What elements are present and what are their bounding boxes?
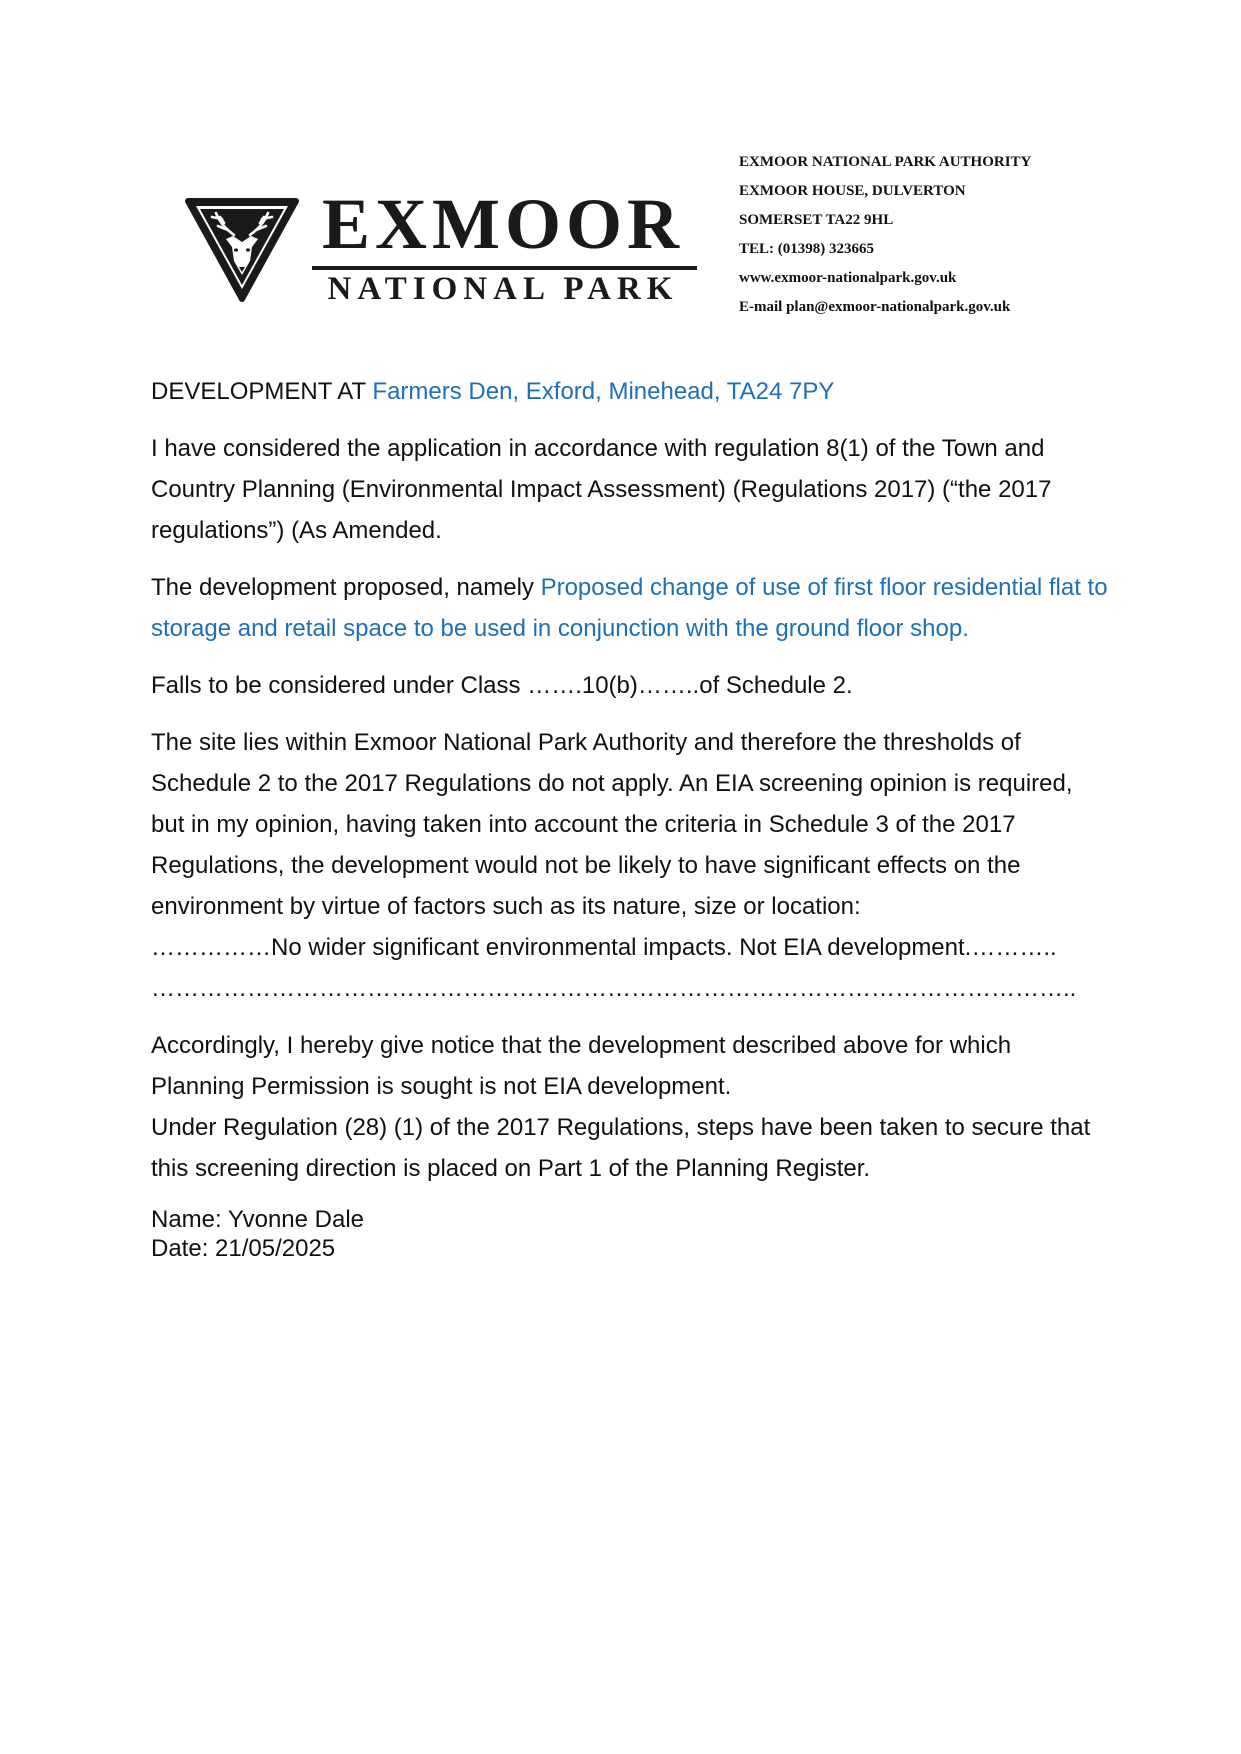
exmoor-logo [182,184,697,307]
authority-email: E-mail plan@exmoor-nationalpark.gov.uk [739,299,1011,315]
site-text: The site lies within Exmoor National Park Authority and therefore the thresholds of Schedule 2 to the 2017 Regulations do not apply. An EIA screening opinion is required, but in my opinion, having taken into account the criteria in Schedule 3 of the 2017 Regulations, the development would not be likely to have significant effects on the environment by virtue of factors such as its nature, size or location: [151,729,1073,920]
signature-block [151,1205,1111,1263]
screening-opinion-body [151,371,1111,1263]
authority-address [739,148,1031,322]
development-location: Farmers Den, Exford, Minehead, TA24 7PY [372,378,835,405]
consideration-paragraph: I have considered the application in accordance with regulation 8(1) of the Town and Country Planning (Environmental Impact Assessment) (Regulations 2017) (“the 2017 regulations”) (As Amended. [151,435,1052,544]
authority-building: EXMOOR HOUSE, DULVERTON [739,183,966,199]
signatory-name: Name: Yvonne Dale [151,1206,365,1233]
authority-postcode: SOMERSET TA22 9HL [739,212,894,228]
proposed-development-paragraph [151,567,1111,649]
impacts-line: ……………No wider significant environmental impacts. Not EIA development.……….. [151,934,1057,961]
logo-subtitle: NATIONAL PARK [327,271,679,307]
authority-telephone: TEL: (01398) 323665 [739,241,874,257]
logo-divider [312,266,697,270]
dotted-line: …………………………………………………………………………………………………….. [151,975,1077,1002]
class-line: Falls to be considered under Class …….10(b)……..of Schedule 2. [151,672,853,699]
development-label: DEVELOPMENT AT [151,378,373,405]
logo-wordmark: EXMOOR [322,184,684,264]
proposed-label: The development proposed, namely [151,574,541,601]
authority-website: www.exmoor-nationalpark.gov.uk [739,270,957,286]
regulation-text: Under Regulation (28) (1) of the 2017 Regulations, steps have been taken to secure that this screening direction is placed on Part 1 of the Planning Register. [151,1114,1091,1182]
development-heading [151,371,1111,412]
proposed-description: Proposed change of use of first floor residential flat to storage and retail space to be used in conjunction with the ground floor shop. [151,574,1108,642]
stag-emblem-icon [182,195,302,303]
notice-text: Accordingly, I hereby give notice that the development described above for which Planning Permission is sought is not EIA development. [151,1032,1012,1100]
notice-paragraph [151,1025,1111,1189]
signature-date: Date: 21/05/2025 [151,1235,336,1262]
site-paragraph [151,722,1111,1009]
authority-name: EXMOOR NATIONAL PARK AUTHORITY [739,154,1032,170]
